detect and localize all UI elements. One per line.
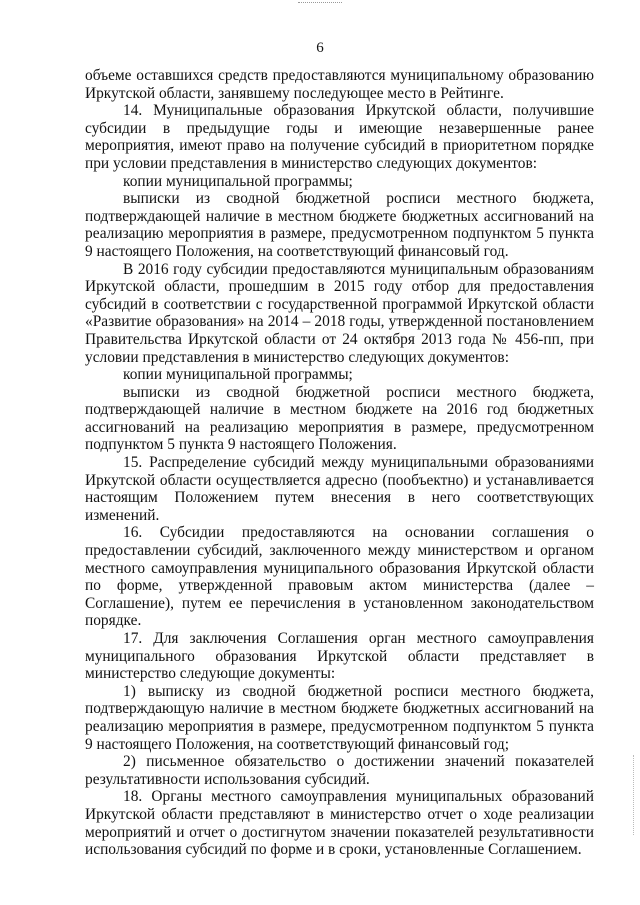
paragraph-item-18: 18. Органы местного самоуправления муниципальных образований Иркутской области представляют в министерство отчет о ходе реализации мероприятий и отчет о достигнутом значении показателей результативности использования субсидий по форме и в сроки, установленные Соглашением.	[85, 788, 594, 859]
paragraph-2016-subsidies: В 2016 году субсидии предоставляются муниципальным образованиям Иркутской области, прошедшим в 2015 году отбор для предоставления субсидий в соответствии с государственной программой Иркутской области «Развитие образования» на 2014 – 2018 годы, утвержденной постановлением Правительства Иркутской области от 24 октября 2013 года № 456-пп, при условии представления в министерство следующих документов:	[85, 260, 594, 366]
paragraph-continuation: объеме оставшихся средств предоставляются муниципальному образованию Иркутской области, занявшему последующее место в Рейтинге.	[85, 67, 594, 102]
scan-artifact	[298, 2, 342, 6]
paragraph-item-17: 17. Для заключения Соглашения орган местного самоуправления муниципального образования Иркутской области представляет в министерство следующие документы:	[85, 630, 594, 683]
paragraph-sub-item-1: 1) выписку из сводной бюджетной росписи местного бюджета, подтверждающую наличие в местном бюджете бюджетных ассигнований на реализацию мероприятия в размере, предусмотренном подпунктом 5 пункта 9 настоящего Положения, на соответствующий финансовый год;	[85, 682, 594, 753]
paragraph-list-entry: выписки из сводной бюджетной росписи местного бюджета, подтверждающей наличие в местном бюджете на 2016 год бюджетных ассигнований на реализацию мероприятия в размере, предусмотренном подпунктом 5 пункта 9 настоящего Положения.	[85, 383, 594, 454]
paragraph-list-entry: выписки из сводной бюджетной росписи местного бюджета, подтверждающей наличие в местном бюджете бюджетных ассигнований на реализацию мероприятия в размере, предусмотренном подпунктом 5 пункта 9 настоящего Положения, на соответствующий финансовый год.	[85, 190, 594, 260]
paragraph-item-16: 16. Субсидии предоставляются на основании соглашения о предоставлении субсидий, заключенного между министерством и органом местного самоуправления муниципального образования Иркутской области по форме, утвержденной правовым актом министерства (далее – Соглашение), путем ее перечисления в установленном законодательством порядке.	[85, 524, 594, 630]
paragraph-list-entry: копии муниципальной программы;	[123, 172, 353, 190]
page-number: 6	[316, 40, 324, 56]
paragraph-list-entry: копии муниципальной программы;	[123, 366, 353, 384]
paragraph-item-15: 15. Распределение субсидий между муниципальными образованиями Иркутской области осуществляется адресно (пообъектно) и устанавливается настоящим Положением путем внесения в него соответствующих изменений.	[85, 454, 594, 524]
paragraph-sub-item-2: 2) письменное обязательство о достижении значений показателей результативности использования субсидий.	[85, 753, 594, 788]
document-body	[85, 67, 594, 859]
paragraph-item-14: 14. Муниципальные образования Иркутской области, получившие субсидии в предыдущие годы и имеющие незавершенные ранее мероприятия, имеют право на получение субсидий в приоритетном порядке при условии представления в министерство следующих документов:	[85, 102, 594, 172]
scan-edge-artifact	[631, 755, 634, 835]
